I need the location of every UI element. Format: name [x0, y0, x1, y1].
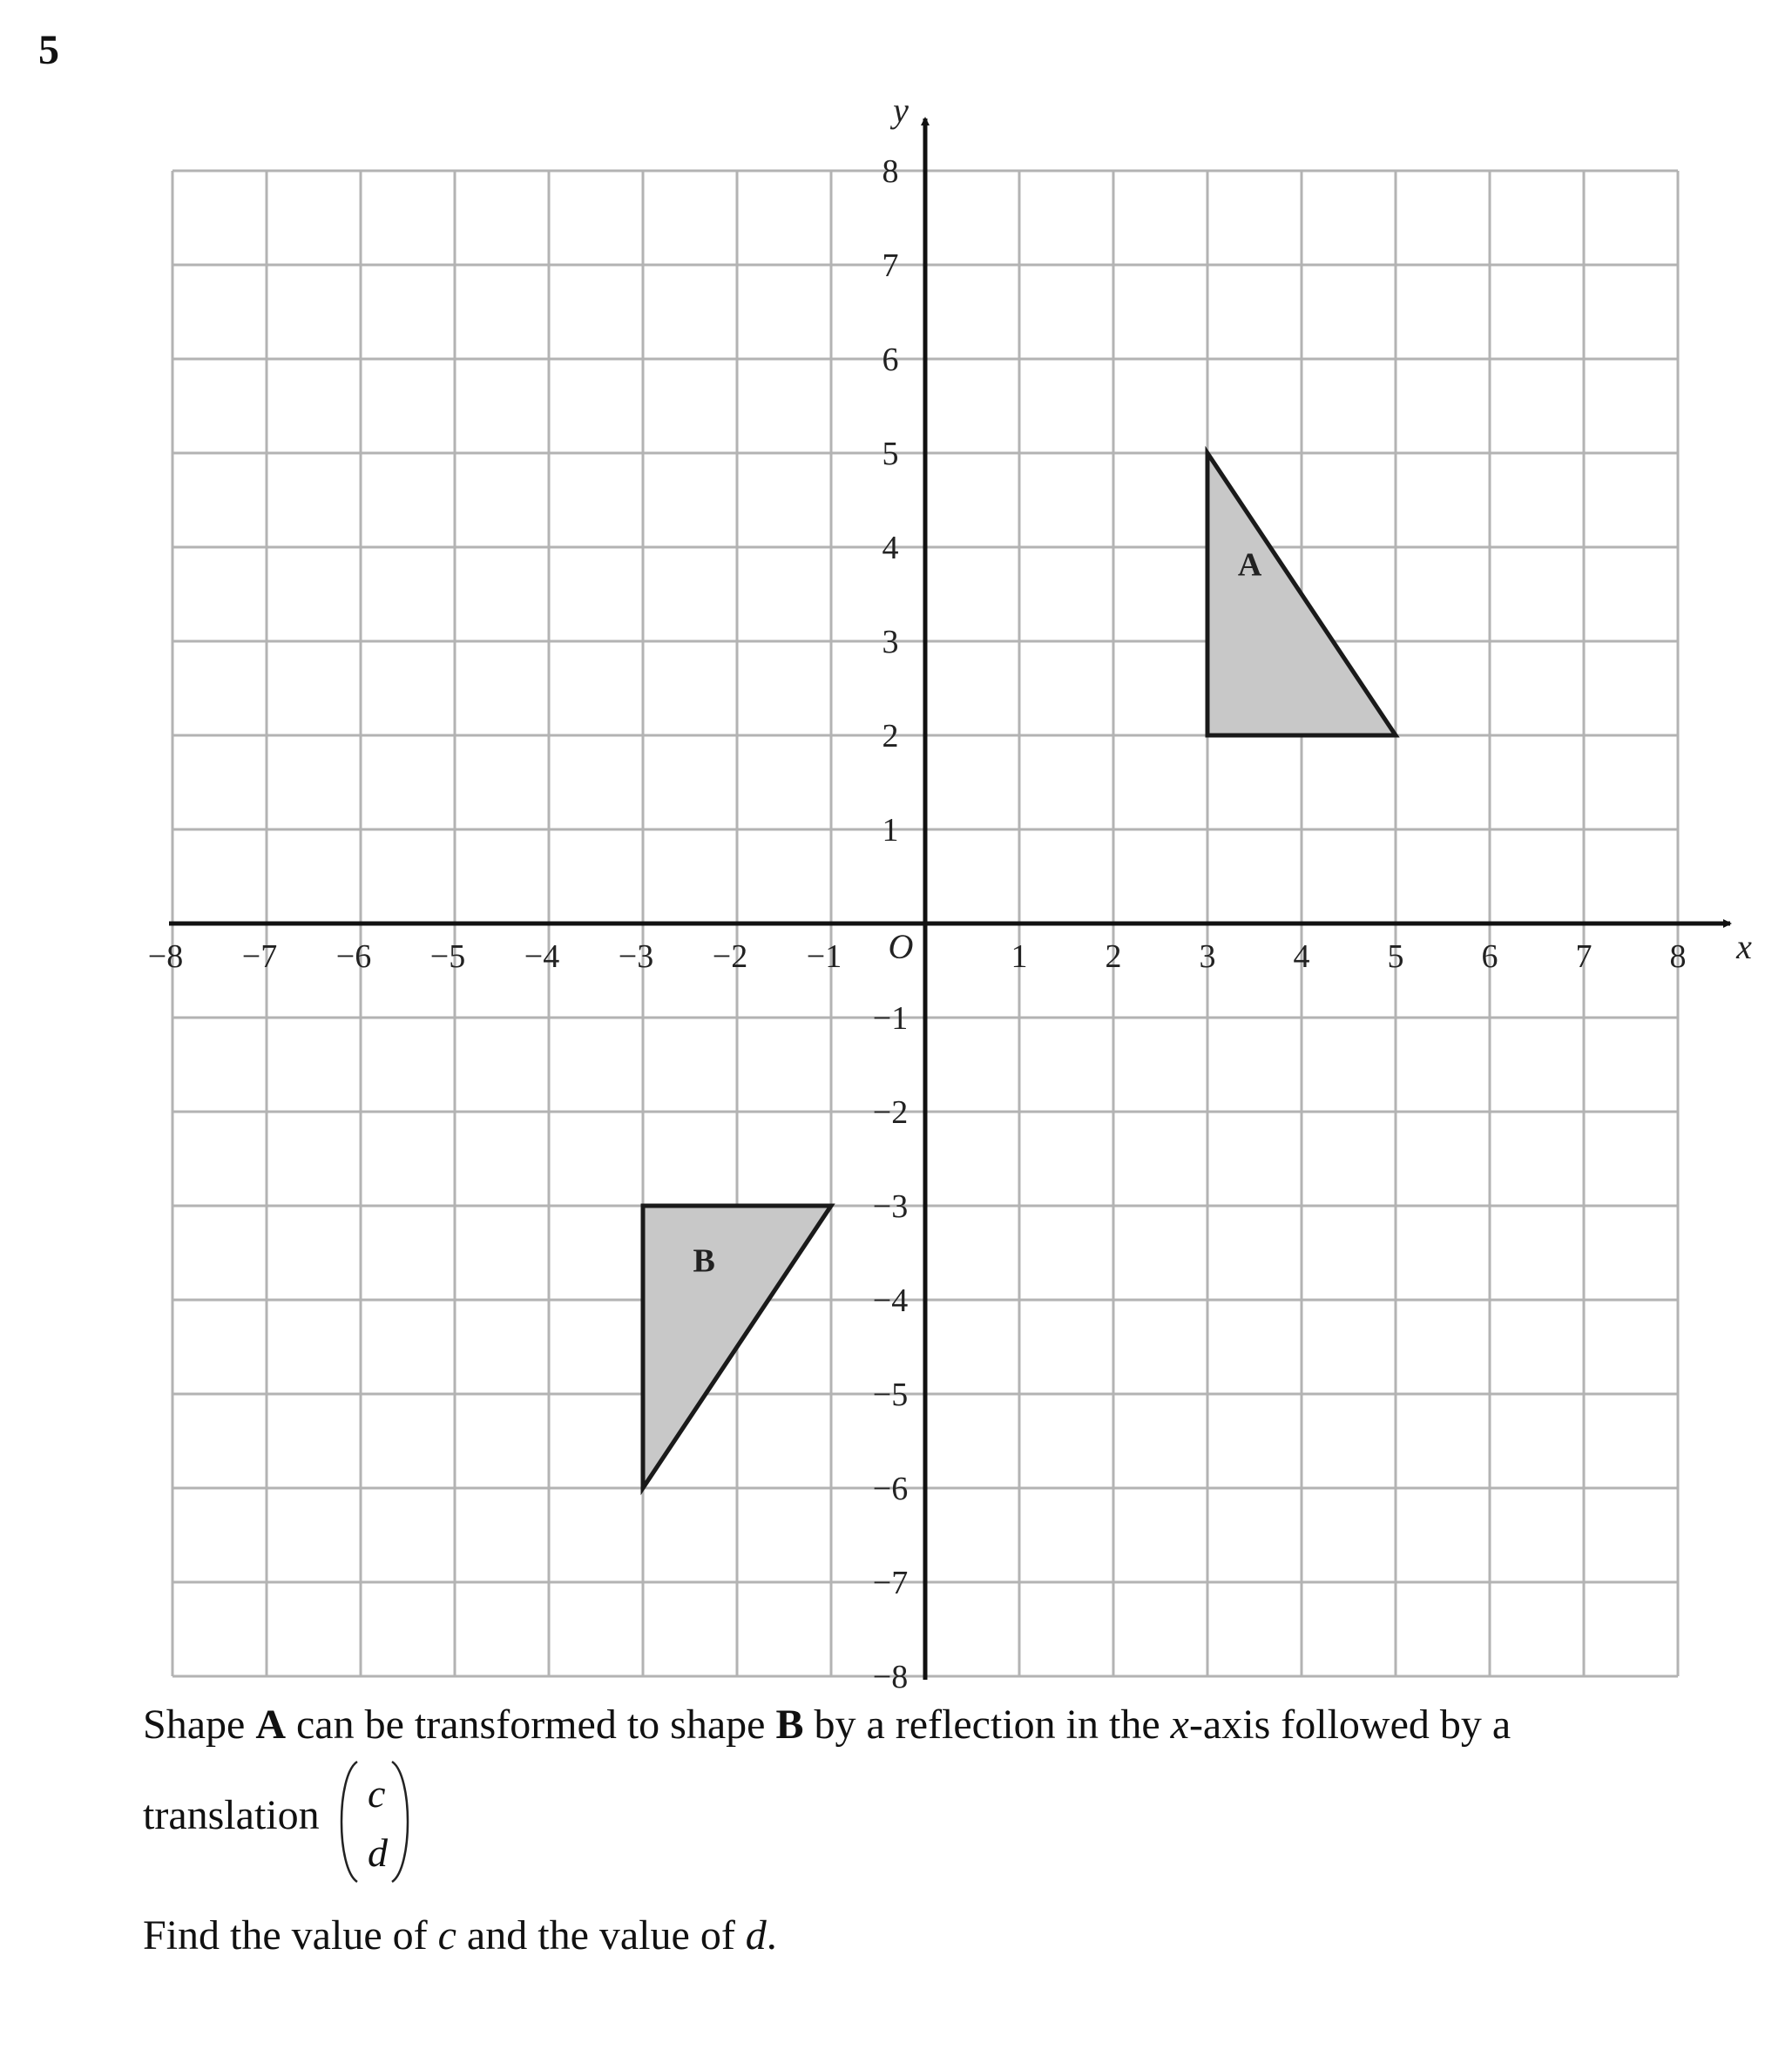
question-line-2: [143, 1792, 320, 1838]
origin-label: O: [888, 927, 914, 966]
d-variable: d: [745, 1912, 767, 1959]
question-number: 5: [38, 27, 59, 73]
x-tick-label: −6: [335, 938, 372, 975]
question-line-1: [143, 1704, 1511, 1746]
x-tick-label: 2: [1105, 938, 1122, 975]
x-tick-label: −4: [524, 938, 560, 975]
line1-text-2: can be transformed to shape: [285, 1702, 776, 1748]
shape-a-ref: A: [255, 1702, 286, 1748]
question-line-3: [143, 1912, 777, 1959]
x-tick-label: 1: [1011, 938, 1028, 975]
x-tick-label: −3: [618, 938, 654, 975]
x-tick-label: −2: [712, 938, 748, 975]
x-tick-label: −8: [147, 938, 184, 975]
x-tick-label: 7: [1575, 938, 1593, 975]
line1-text-3: by a reflection in the: [803, 1702, 1171, 1748]
line1-text-1: Shape: [143, 1702, 256, 1748]
line3-text-3: .: [766, 1912, 777, 1959]
shape-label-b: B: [693, 1242, 715, 1280]
vector-bottom-component: d: [368, 1830, 388, 1875]
shape-b-ref: B: [775, 1702, 804, 1748]
y-tick-label: 5: [882, 436, 899, 472]
x-axis-label: x: [1736, 927, 1752, 966]
line3-text-2: and the value of: [456, 1912, 746, 1959]
vector-top-component: c: [368, 1771, 386, 1816]
line3-text-1: Find the value of: [143, 1912, 438, 1959]
x-tick-label: 4: [1293, 938, 1310, 975]
y-tick-label: 4: [882, 530, 899, 566]
translation-word: translation: [143, 1792, 320, 1838]
y-tick-label: 6: [882, 342, 899, 378]
translation-vector: [333, 1758, 416, 1885]
x-tick-label: 8: [1669, 938, 1687, 975]
y-tick-label: 1: [882, 812, 899, 849]
axes: [169, 91, 1752, 1680]
y-tick-label: 8: [882, 153, 899, 190]
y-tick-label: −8: [872, 1659, 909, 1695]
y-tick-label: −4: [872, 1282, 909, 1319]
x-tick-label: −1: [806, 938, 842, 975]
x-tick-label: −7: [241, 938, 278, 975]
x-tick-label: −5: [429, 938, 466, 975]
y-tick-label: −6: [872, 1471, 909, 1507]
x-variable: x: [1170, 1702, 1189, 1748]
y-axis-label: y: [893, 91, 909, 130]
y-tick-label: −2: [872, 1094, 909, 1131]
y-tick-label: 7: [882, 247, 899, 284]
y-tick-label: −7: [872, 1565, 909, 1601]
x-tick-label: 3: [1199, 938, 1216, 975]
shape-label-a: A: [1237, 546, 1262, 584]
c-variable: c: [437, 1912, 456, 1959]
y-tick-label: −5: [872, 1377, 909, 1413]
y-tick-label: 3: [882, 624, 899, 660]
y-tick-label: −1: [872, 1000, 909, 1037]
line1-text-4: -axis followed by a: [1188, 1702, 1511, 1748]
y-tick-label: 2: [882, 718, 899, 754]
x-tick-label: 6: [1481, 938, 1498, 975]
y-tick-label: −3: [872, 1188, 909, 1225]
x-tick-label: 5: [1387, 938, 1404, 975]
